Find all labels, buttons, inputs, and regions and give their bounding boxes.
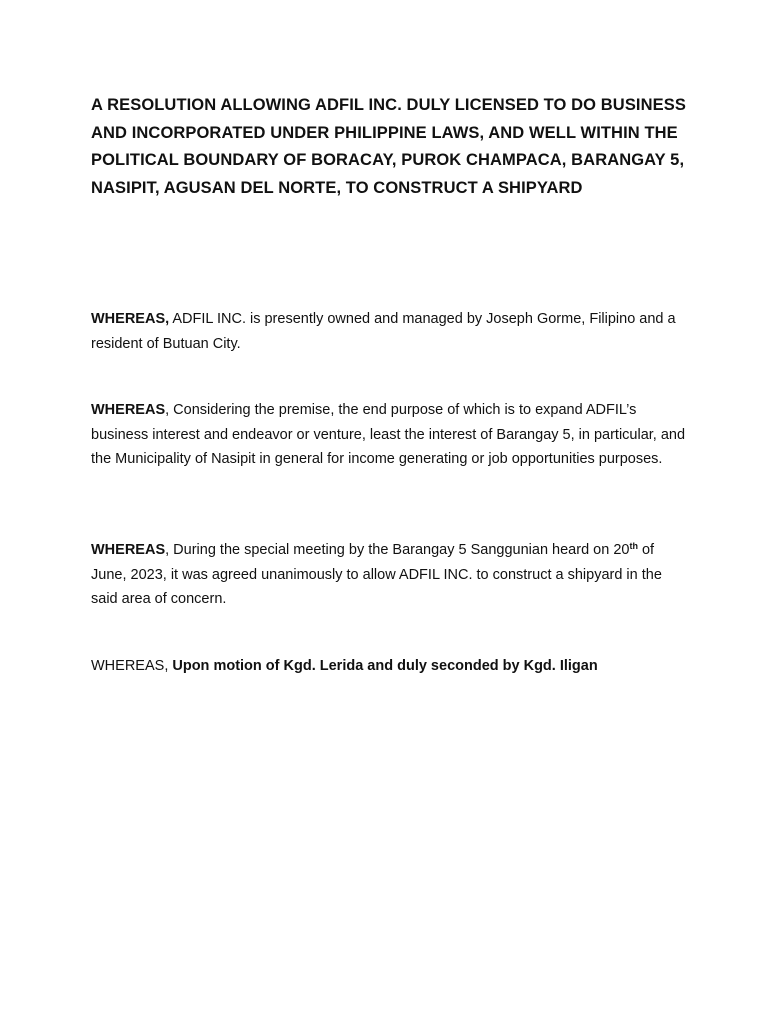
whereas-clause-1 (91, 307, 691, 356)
whereas-clause-3 (91, 538, 691, 612)
clause-text-after: of June, 2023, it was agreed unanimously to allow ADFIL INC. to construct a shipyard in the said area of concern. (91, 542, 662, 607)
clause-text: , Considering the premise, the end purpose of which is to expand ADFIL’s business interest and endeavor or venture, least the interest of Barangay 5, in particular, and the Municipality of Nasipit in general for income generating or job opportunities purposes. (91, 402, 686, 467)
whereas-lead: WHEREAS (91, 542, 166, 558)
whereas-lead: WHEREAS, (91, 658, 169, 674)
clause-text: Upon motion of Kgd. Lerida and duly seconded by Kgd. Iligan (168, 658, 598, 674)
whereas-clause-2 (91, 398, 691, 472)
whereas-clause-4 (91, 654, 691, 679)
resolution-title: A RESOLUTION ALLOWING ADFIL INC. DULY LICENSED TO DO BUSINESS AND INCORPORATED UNDER PHILIPPINE LAWS, AND WELL WITHIN THE POLITICAL BOUNDARY OF BORACAY, PUROK CHAMPACA, BARANGAY 5, NASIPIT, AGUSAN DEL NORTE, TO CONSTRUCT A SHIPYARD (91, 96, 686, 197)
whereas-lead: WHEREAS, (91, 311, 170, 327)
clause-text: ADFIL INC. is presently owned and managed by Joseph Gorme, Filipino and a resident of Butuan City. (91, 311, 676, 352)
clause-text-before: , During the special meeting by the Barangay 5 Sanggunian heard on 20 (165, 542, 630, 558)
whereas-lead: WHEREAS (91, 402, 166, 418)
ordinal-suffix: th (629, 541, 638, 551)
